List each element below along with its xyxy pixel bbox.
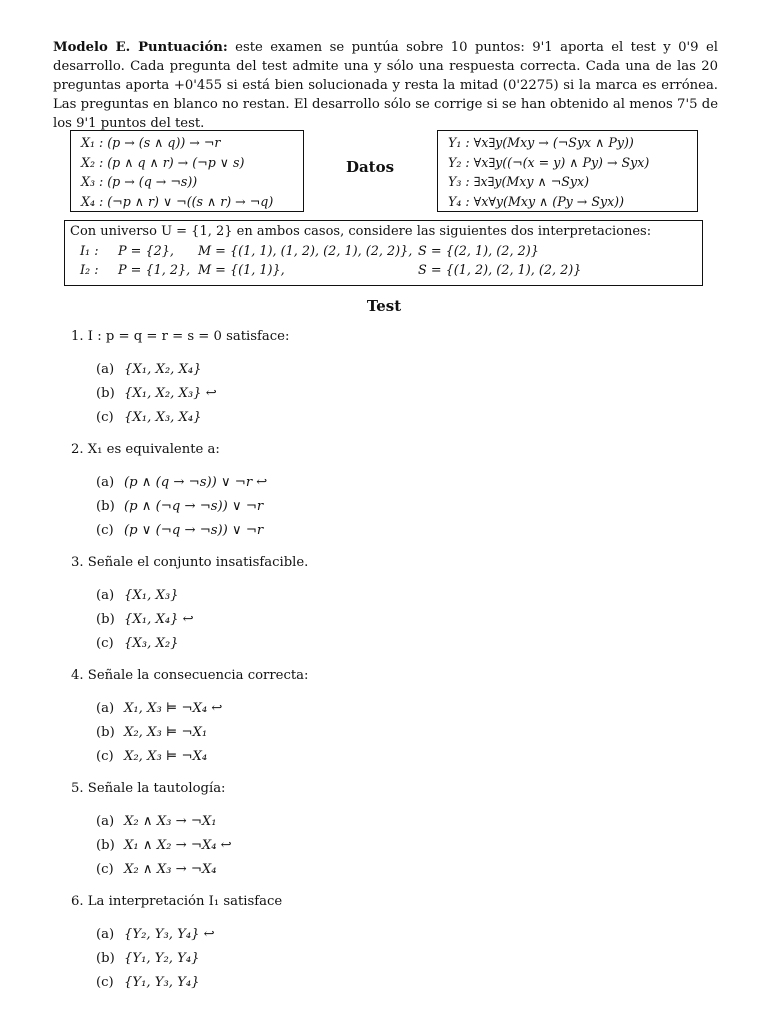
option-label: (b): [96, 499, 115, 514]
question-statement: Señale la tautología:: [87, 781, 226, 796]
formula-x4: X₄ : (¬p ∧ r) ∨ ¬((s ∧ r) → ¬q): [81, 193, 274, 209]
formula-x3: X₃ : (p → (q → ¬s)): [81, 174, 198, 189]
options-list: [71, 697, 711, 769]
option-text: {Y₁, Y₂, Y₄}: [124, 951, 200, 966]
interp-m: M = {(1, 1)},: [198, 263, 285, 278]
option-item: [96, 721, 711, 745]
interp-s: S = {(2, 1), (2, 2)}: [418, 244, 539, 259]
option-item: [96, 834, 711, 858]
datos-title: Datos: [345, 158, 395, 176]
option-label: (a): [96, 588, 115, 603]
option-text: {X₁, X₃}: [124, 588, 179, 603]
correct-answer-mark-icon: ↩: [203, 927, 215, 942]
model-heading: Modelo E. Puntuación:: [53, 40, 228, 55]
option-text: (p ∧ (¬q → ¬s)) ∨ ¬r: [124, 499, 264, 514]
option-label: (a): [96, 362, 115, 377]
option-text: {X₁, X₄}: [124, 612, 179, 627]
x-formulas-box: [70, 130, 304, 212]
question-number: 6.: [71, 894, 84, 909]
interp-p: P = {1, 2},: [118, 263, 191, 278]
option-item: [96, 495, 711, 519]
question-text: [71, 440, 711, 460]
option-label: (a): [96, 701, 115, 716]
question-2: [71, 440, 711, 543]
option-item: [96, 923, 711, 947]
option-text: X₂, X₃ ⊨ ¬X₁: [124, 725, 208, 740]
question-number: 2.: [71, 442, 84, 457]
correct-answer-mark-icon: ↩: [220, 838, 232, 853]
question-text: [71, 553, 711, 573]
option-item: [96, 632, 711, 656]
option-item: [96, 810, 711, 834]
option-text: (p ∨ (¬q → ¬s)) ∨ ¬r: [124, 523, 264, 538]
question-5: [71, 779, 711, 882]
option-text: (p ∧ (q → ¬s)) ∨ ¬r: [124, 475, 253, 490]
option-label: (c): [96, 749, 114, 764]
correct-answer-mark-icon: ↩: [205, 386, 217, 401]
option-text: X₂ ∧ X₃ → ¬X₁: [124, 814, 217, 829]
question-4: [71, 666, 711, 769]
question-number: 3.: [71, 555, 84, 570]
question-statement: Señale la consecuencia correcta:: [87, 668, 309, 683]
options-list: [71, 584, 711, 656]
option-label: (a): [96, 475, 115, 490]
option-text: X₁ ∧ X₂ → ¬X₄: [124, 838, 217, 853]
question-text: [71, 892, 711, 912]
interpretation-i1: [70, 242, 702, 261]
option-text: X₂ ∧ X₃ → ¬X₄: [124, 862, 217, 877]
option-text: X₂, X₃ ⊨ ¬X₄: [124, 749, 208, 764]
option-label: (c): [96, 975, 114, 990]
option-item: [96, 584, 711, 608]
option-item: [96, 697, 711, 721]
option-label: (c): [96, 523, 114, 538]
option-label: (a): [96, 927, 115, 942]
option-item: [96, 971, 711, 995]
formula-y2: Y₂ : ∀x∃y((¬(x = y) ∧ Py) → Syx): [448, 154, 650, 170]
interpretation-i2: [70, 261, 702, 280]
scoring-text: este examen se puntúa sobre 10 puntos: 9'1 aporta el test y 0'9 el desarrollo. Cada pregunta del test admite una y sólo una respuesta correcta. Cada una de las 20 preguntas aporta +0'455 si está bien solucionada y resta la mitad (0'2275) si la marca es errónea. Las preguntas en blanco no restan. El desarrollo sólo se corrige si se han obtenido al menos 7'5 de los 9'1 puntos del test.: [53, 40, 718, 131]
options-list: [71, 471, 711, 543]
option-text: {Y₁, Y₃, Y₄}: [124, 975, 200, 990]
option-item: [96, 358, 711, 382]
formula-y4: Y₄ : ∀x∀y(Mxy ∧ (Py → Syx)): [448, 193, 625, 209]
question-number: 1.: [71, 329, 84, 344]
question-statement: Señale el conjunto insatisfacible.: [87, 555, 309, 570]
question-number: 5.: [71, 781, 84, 796]
option-text: {X₁, X₃, X₄}: [124, 410, 202, 425]
formula-x1: X₁ : (p → (s ∧ q)) → ¬r: [81, 135, 221, 150]
option-text: X₁, X₃ ⊨ ¬X₄: [124, 701, 208, 716]
option-text: {Y₂, Y₃, Y₄}: [124, 927, 200, 942]
option-item: [96, 608, 711, 632]
option-item: [96, 471, 711, 495]
question-statement: La interpretación I₁ satisface: [87, 894, 283, 909]
interp-s: S = {(1, 2), (2, 1), (2, 2)}: [418, 263, 582, 278]
formula-x2: X₂ : (p ∧ q ∧ r) → (¬p ∨ s): [81, 154, 245, 170]
options-list: [71, 810, 711, 882]
y-formulas-box: [437, 130, 698, 212]
option-item: [96, 745, 711, 769]
option-text: {X₃, X₂}: [124, 636, 179, 651]
option-label: (c): [96, 862, 114, 877]
option-item: [96, 947, 711, 971]
interpretations-box: [64, 220, 703, 286]
option-label: (a): [96, 814, 115, 829]
scoring-paragraph: [53, 38, 718, 133]
option-item: [96, 382, 711, 406]
option-label: (b): [96, 386, 115, 401]
option-text: {X₁, X₂, X₃}: [124, 386, 202, 401]
options-list: [71, 923, 711, 995]
question-1: [71, 327, 711, 430]
option-text: {X₁, X₂, X₄}: [124, 362, 202, 377]
option-item: [96, 858, 711, 882]
option-item: [96, 519, 711, 543]
question-3: [71, 553, 711, 656]
formula-y1: Y₁ : ∀x∃y(Mxy → (¬Syx ∧ Py)): [448, 135, 634, 150]
option-item: [96, 406, 711, 430]
option-label: (b): [96, 725, 115, 740]
question-6: [71, 892, 711, 995]
option-label: (c): [96, 636, 114, 651]
question-text: [71, 779, 711, 799]
option-label: (b): [96, 612, 115, 627]
correct-answer-mark-icon: ↩: [211, 701, 223, 716]
test-title: Test: [366, 297, 402, 315]
question-text: [71, 327, 711, 347]
option-label: (c): [96, 410, 114, 425]
correct-answer-mark-icon: ↩: [256, 475, 268, 490]
question-statement: I : p = q = r = s = 0 satisface:: [87, 329, 290, 344]
question-statement: X₁ es equivalente a:: [87, 442, 220, 457]
options-list: [71, 358, 711, 430]
correct-answer-mark-icon: ↩: [182, 612, 194, 627]
option-label: (b): [96, 951, 115, 966]
question-number: 4.: [71, 668, 84, 683]
question-text: [71, 666, 711, 686]
universe-intro: Con universo U = {1, 2} en ambos casos, considere las siguientes dos interpretaciones:: [70, 224, 652, 239]
interp-m: M = {(1, 1), (1, 2), (2, 1), (2, 2)},: [198, 244, 413, 259]
interp-name: I₁ :: [80, 244, 99, 259]
option-label: (b): [96, 838, 115, 853]
test-questions: [71, 327, 711, 1005]
interp-name: I₂ :: [80, 263, 99, 278]
formula-y3: Y₃ : ∃x∃y(Mxy ∧ ¬Syx): [448, 174, 590, 189]
interp-p: P = {2},: [118, 244, 174, 259]
